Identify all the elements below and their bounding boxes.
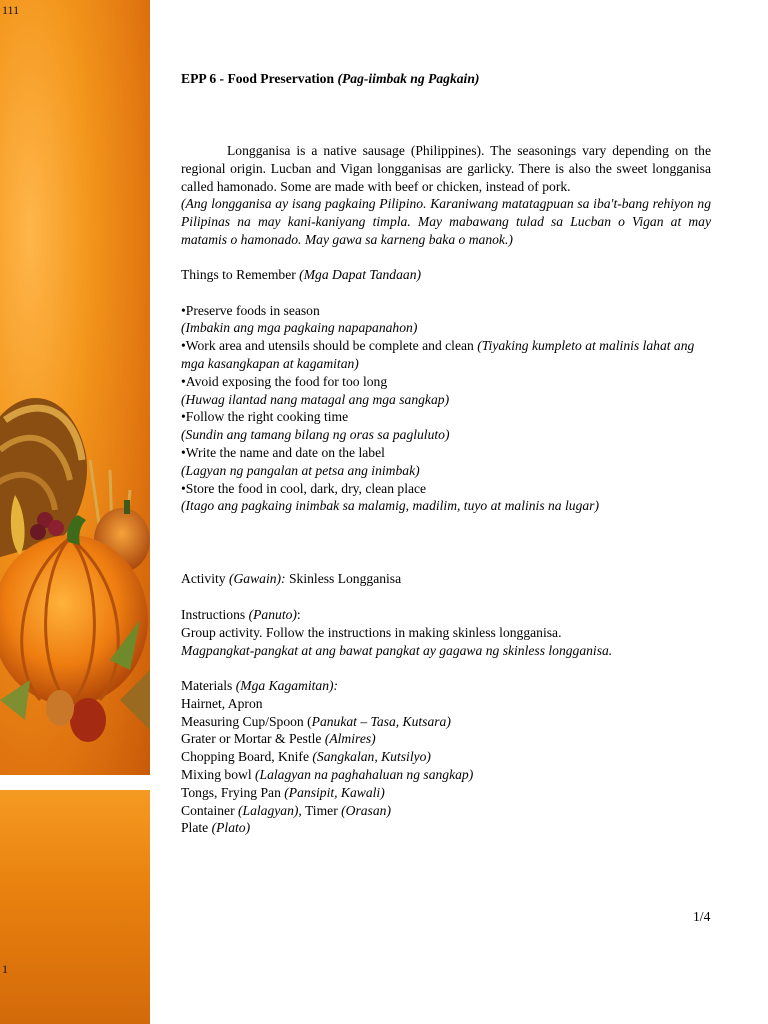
remember-item-6-fil: (Itago ang pagkaing inimbak sa malamig, madilim, tuyo at malinis na lugar) xyxy=(181,498,599,514)
material-item: Hairnet, Apron xyxy=(181,695,263,711)
page-title xyxy=(181,70,479,88)
intro-english: Longganisa is a native sausage (Philippines). The seasonings vary depending on the regional origin. Lucban and Vigan longganisas are garlicky. There is also the sweet longganisa called hamonado. Some are made with beef or chicken, instead of pork. xyxy=(181,143,711,194)
remember-item-4-fil: (Sundin ang tamang bilang ng oras sa pagluluto) xyxy=(181,427,450,443)
material-item: Mixing bowl (Lalagyan na paghahaluan ng sangkap) xyxy=(181,766,474,782)
instructions-filipino: Magpangkat-pangkat at ang bawat pangkat ay gagawa ng skinless longganisa. xyxy=(181,642,613,658)
material-item: Measuring Cup/Spoon (Panukat – Tasa, Kutsara) xyxy=(181,713,451,729)
remember-item-2: •Work area and utensils should be complete and clean (Tiyaking kumpleto at malinis lahat ang mga kasangkapan at kagamitan) xyxy=(181,338,695,371)
material-item: Chopping Board, Knife (Sangkalan, Kutsilyo) xyxy=(181,749,431,765)
remember-item-5: •Write the name and date on the label xyxy=(181,444,385,460)
materials-heading: Materials (Mga Kagamitan): xyxy=(181,678,339,693)
remember-item-3: •Avoid exposing the food for too long xyxy=(181,373,388,389)
remember-item-1: •Preserve foods in season xyxy=(181,302,320,318)
material-item: Tongs, Frying Pan (Pansipit, Kawali) xyxy=(181,784,385,800)
intro-paragraph xyxy=(181,142,711,249)
remember-item-3-fil: (Huwag ilantad nang matagal ang mga sangkap) xyxy=(181,391,450,407)
apple xyxy=(70,698,106,742)
remember-item-6: •Store the food in cool, dark, dry, clean place xyxy=(181,480,427,496)
side-number-top: 111 xyxy=(2,3,20,17)
instructions-english: Group activity. Follow the instructions in making skinless longganisa. xyxy=(181,624,562,640)
page-number: 1/4 xyxy=(693,909,711,924)
remember-heading: Things to Remember (Mga Dapat Tandaan) xyxy=(181,267,422,282)
materials-section xyxy=(181,677,711,837)
material-item: Container (Lalagyan), Timer (Orasan) xyxy=(181,802,391,818)
intro-filipino: (Ang longganisa ay isang pagkaing Pilipino. Karaniwang matatagpuan sa iba't-bang rehiyon ng Pilipinas na may kani-kaniyang timpla. May mabawang tulad sa Lucban o Vigan at may matamis o hamonado. May gawa sa karneng baka o manok.) xyxy=(181,196,711,247)
remember-item-4: •Follow the right cooking time xyxy=(181,409,349,425)
instructions-section xyxy=(181,606,711,659)
activity-line: Activity (Gawain): Skinless Longganisa xyxy=(181,571,402,586)
cornucopia-pumpkin-illustration xyxy=(0,370,150,780)
decorative-sidebar xyxy=(0,0,150,1024)
sidebar-bottom-band xyxy=(0,790,150,1024)
title-italic: (Pag-iimbak ng Pagkain) xyxy=(337,71,480,86)
remember-item-5-fil: (Lagyan ng pangalan at petsa ang inimbak) xyxy=(181,462,420,478)
remember-item-1-fil: (Imbakin ang mga pagkaing napapanahon) xyxy=(181,320,418,336)
material-item: Grater or Mortar & Pestle (Almires) xyxy=(181,731,376,747)
side-number-bottom: 1 xyxy=(2,962,8,976)
material-item: Plate (Plato) xyxy=(181,820,251,836)
activity-section xyxy=(181,570,711,588)
instructions-heading: Instructions (Panuto): xyxy=(181,607,301,622)
things-to-remember-section xyxy=(181,266,711,515)
title-text: EPP 6 - Food Preservation xyxy=(181,71,338,86)
